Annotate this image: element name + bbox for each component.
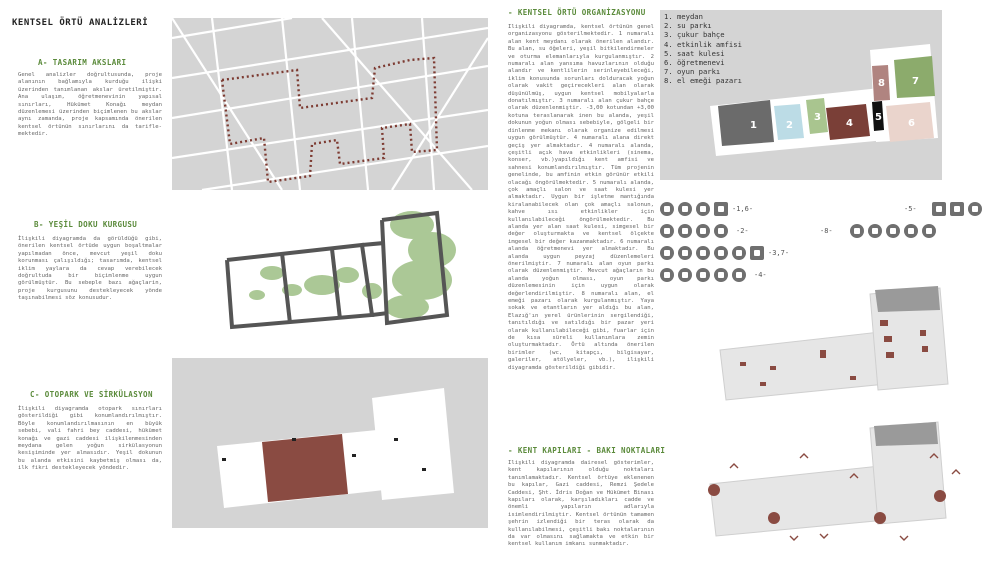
bicycle-icon: [678, 246, 692, 260]
green-patches: [249, 211, 456, 319]
legend-item: 7. oyun parkı: [664, 67, 721, 77]
axes-diagram: [172, 18, 488, 190]
facility-icons: [660, 202, 990, 282]
kent-kapilari-title: - KENT KAPILARI - BAKI NOKTALARI: [508, 446, 666, 455]
icon-group-label: -3,7-: [768, 249, 790, 257]
icon-group-label: -5-: [904, 205, 917, 213]
wc-icon: [660, 202, 674, 216]
craft-icon: [868, 224, 882, 238]
green-texture-panel: [172, 195, 488, 345]
legend-item: 5. saat kulesi: [664, 48, 725, 58]
zone-5-saat-kulesi: [872, 101, 884, 131]
section-c-title: C- OTOPARK VE SİRKÜLASYON: [30, 390, 153, 399]
zone-label-7: 7: [912, 76, 919, 87]
legend-item: 8. el emeği pazarı: [664, 76, 742, 86]
picnic-icon: [696, 246, 710, 260]
tools-icon: [904, 224, 918, 238]
playground-icon: [660, 246, 674, 260]
parking-circulation-panel: [172, 358, 488, 528]
gates-plan: [690, 418, 990, 558]
plan-base-east: [870, 44, 938, 142]
zone-label-5: 5: [875, 112, 882, 123]
gates-plan-roof: [874, 422, 938, 446]
pond-icon: [714, 246, 728, 260]
fountain-icon: [696, 224, 710, 238]
page-title: KENTSEL ÖRTÜ ANALİZLERİ: [12, 18, 149, 28]
theatre-icon: [660, 268, 674, 282]
legend-item: 2. su parkı: [664, 21, 712, 31]
plan-base: [710, 88, 886, 156]
info-icon: [678, 202, 692, 216]
cafe-icon: [660, 224, 674, 238]
swing-icon: [732, 246, 746, 260]
zone-label-1: 1: [750, 120, 757, 131]
zone-8-el-emegi-pazari: [872, 65, 890, 101]
zone-number-labels: [750, 76, 919, 131]
zone-label-4: 4: [846, 118, 853, 129]
zone-label-8: 8: [878, 78, 885, 89]
zone-7-oyun-parki: [894, 56, 935, 98]
legend-item: 6. öğretmenevi: [664, 58, 725, 68]
zone-label-2: 2: [786, 120, 793, 131]
zone-label-3: 3: [814, 112, 821, 123]
street-grid: [172, 18, 488, 190]
bus-icon: [714, 202, 728, 216]
section-c-body: İlişkili diyagramda otopark sınırları gösterildiği gibi konumlandırılmıştır. Böyle konumlandırılmasının en büyük sebebi, vali fahri bey caddesi, hükümet konağı ve gazi caddesi ilişkilenmesinden meydana gelen yoğun sirkülasyonun kesişiminde yer almasıdır. Yeşil dokunun bu alanda etkisini kaybetmiş olması da, ilk fikri destekleyecek yöndedir.: [18, 406, 162, 472]
gallery-icon: [922, 224, 936, 238]
design-axis-path: [222, 58, 437, 182]
people-icon: [968, 202, 982, 216]
zone-4-etkinlik-amfisi: [826, 104, 870, 140]
hall-icon: [950, 202, 964, 216]
units-plan-diagram: [700, 280, 980, 410]
zone-2-su-parki: [774, 104, 804, 140]
tree-icon: [714, 224, 728, 238]
icon-group-label: -2-: [736, 227, 749, 235]
legend-item: 1. meydan: [664, 12, 703, 21]
section-a-body: Genel analizler doğrultusunda, proje alanının bağlamıyla kurduğu ilişki üzerinden tanımlanan akslar üretilmiştir. Ana ulaşım, öğretmenevinin yapısal sınırları, Hükümet Konağı meydan düzenlemesi üzerinden biçimlenen bu akslar aynı zamanda, proje kapsamında önerilen kentsel örtünün sınırlarını da tarifle-mektedir.: [18, 72, 162, 138]
kent-kapilari-body: İlişkili diyagramda dairesel gösterimler, kent kapılarının olduğu noktaları tanımlamaktadır. Kentsel örtüye eklenenen bu kapılar, Gazi caddesi, Remzi Şedele Caddesi, Şht. İdris Doğan ve Hükümet Binası kapıları olarak, karşıladıkları cadde ve önemli yapıların adlarıyla isimlendirilmiştir. Kentsel örtünün tamamen şehrin izlendiği bir teras olarak da kullanılabilmesi, çeşitli bakı noktalarının da var olmasını sağlamakta ve etkin bir kentsel kullanım imkanı sunmaktadır.: [508, 460, 654, 548]
sport-icon: [750, 246, 764, 260]
legend-item: 3. çukur bahçe: [664, 30, 725, 40]
section-a-title: A- TASARIM AKSLARI: [38, 58, 127, 67]
zone-legend: [664, 12, 742, 86]
icon-group-label: -8-: [820, 227, 833, 235]
icon-group-label: -1,6-: [732, 205, 754, 213]
legend-item: 4. etkinlik amfisi: [664, 39, 742, 49]
zone-label-6: 6: [908, 118, 915, 129]
zone-6-ogretmenevi: [886, 102, 934, 142]
organization-title: - KENTSEL ÖRTÜ ORGANİZASYONU: [508, 8, 646, 17]
organization-body: İlişkili diyagramda, kentsel örtünün genel organizasyonu gösterilmektedir. 1 numaralı alan kent meydanı olarak önerilen alandır. Bu alan, su öğeleri, yeşil bitkilendirmeler ve oturma elemanlarıyla kurgulanmıştır. 2 numaralı alan yansıma havuzlarının olduğu alandır ve kentlilerin serinleyebileceği, iklim konusunda sorunları dolduracak yoğun olarak vakit geçirecekleri alan olarak düşünülmüş, uygun kentsel mobilyalarla donatılmıştır. 3 numaralı alan çukur bahçe olarak düzenlenmiştir. -3,00 kotundan +3,00 kotuna teraslanarak inen bu alanda, yeşil dokunun yoğun olması sebebiyle, gölgeli bir dinlenme mekanı olarak organize edilmesi uygun görülmüştür. 4 numaralı alana direkt geçiş yer almaktadır. 4 numaralı alanda, çeşitli açık hava etkinlikleri (sinema, konser, vb.)yapıldığı kent amfisi ve sahnesi konumlandırılmıştır. Tüm projenin genelinde, bu amfinin etkin görünür etkili olacağı öngörülmektedir. 5 numaralı alanda, çok amaçlı salon ve saat kulesi yer almaktadır. Uygun bir işletme mantığında kiralanabilecek olan çok amaçlı salonun, kahve ısı etkinlikler için kullanılabileceği öngörülmektedir. Bu alanda yer alan saat kulesi, simgesel bir değer oluşturmakta ve kentsel ölçekte imgesel bir değer kazanmaktadır. 6 numaralı alanda öğretmenevi yer almaktadır. Bu alanda uygun peyzaj düzenlemeleri önerilmiştir. 7 numaralı alan oyun parkı olarak düzenlenmiştir. Mevcut ağaçların bu alanda yoğun olması, oyun parkı düzenlemesinin için uygun olarak değerlendirilmiştir. 8 numaralı alan, el emeği pazarı olarak kurgulanmıştır. Yaya sokak ve etantların yer aldığı bu alan, Elazığ'ın yerel ürünlerinin sergilendiği, tanıtıldığı ve satıldığı bir pazar yeri olarak kullanılabileceği gibi, fuarlar için de kısa süreli kullanımlara zemin oluşturmaktadır. Örtü altında önerilen birimler (wc, kitapçı, bilgisayar, galeriler, atölyeler, vb.), ilişkili diyagramda gösterildiği gibidir.: [508, 24, 654, 371]
units-plan-roof: [875, 286, 940, 312]
music-icon: [678, 268, 692, 282]
green-texture-diagram: [172, 195, 488, 345]
section-b-body: İlişkili diyagramda da görüldüğü gibi, önerilen kentsel örtüde uygun boşaltmalar yapılmadan önce, mevcut yeşil doku korunması çalışıldığı; tasarımda, kentsel iklim yaylara da cevap verebilecek doğrultuda bir biçimlenme uygun görülmüştür. Bu sebeple bazı ağaçlarin, proje kurgusunu destekleyecek yönde taşınabilmesi söz konusudur.: [18, 236, 162, 302]
icon-group-label: -4-: [754, 271, 767, 279]
bench-icon: [696, 202, 710, 216]
units-plan: [700, 280, 980, 410]
zone-1-meydan: [718, 100, 774, 146]
parking-circulation-diagram: [172, 358, 488, 528]
clock-icon: [932, 202, 946, 216]
zone-3-cukur-bahce: [806, 98, 828, 134]
parking-area: [262, 434, 348, 502]
gates-plan-diagram: [690, 418, 990, 558]
section-b-title: B- YEŞİL DOKU KURGUSU: [34, 220, 138, 229]
shop-icon: [850, 224, 864, 238]
water-icon: [678, 224, 692, 238]
axes-diagram-panel: [172, 18, 488, 190]
market-icon: [886, 224, 900, 238]
